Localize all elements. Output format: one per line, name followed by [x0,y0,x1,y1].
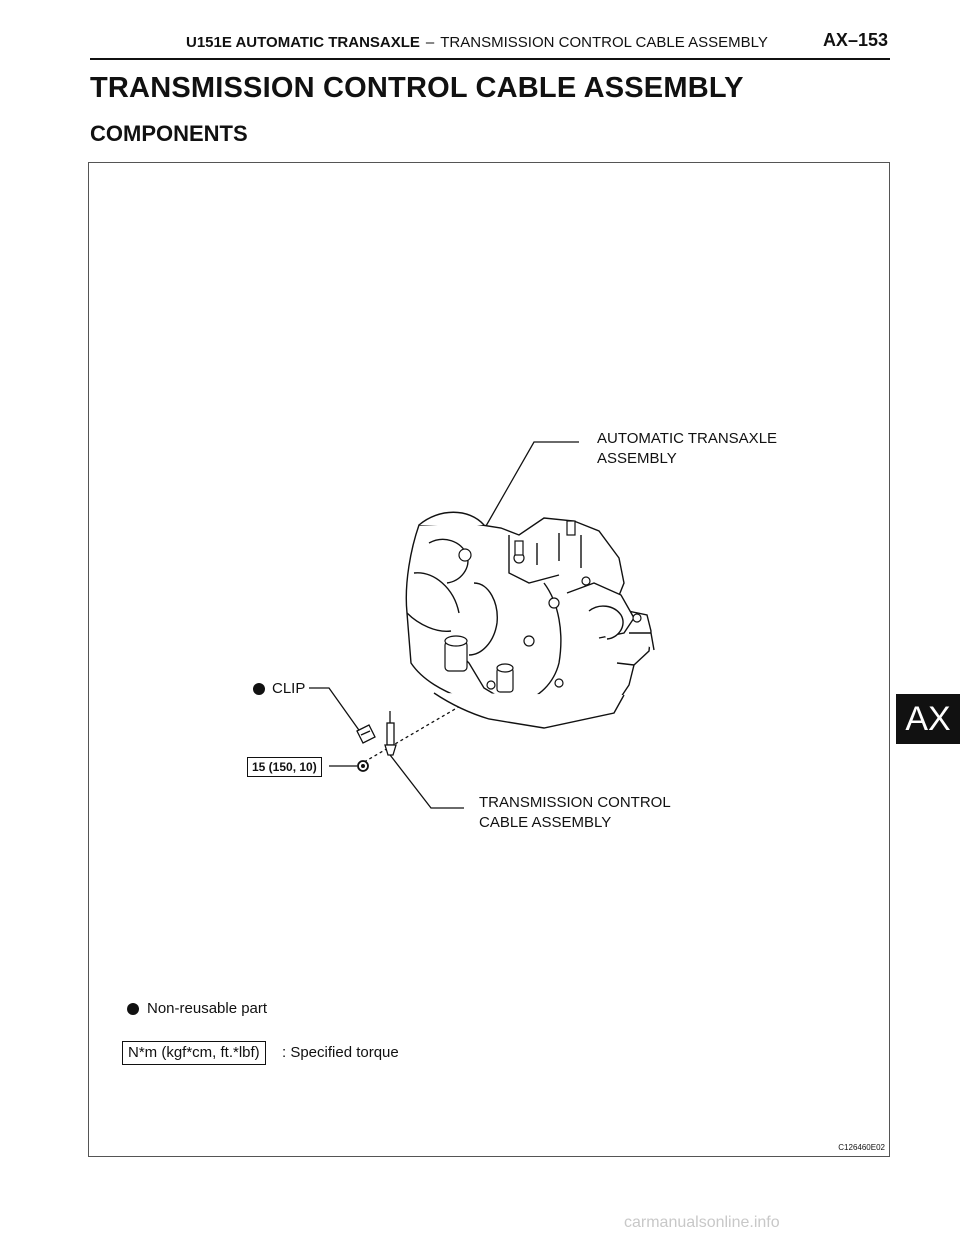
install-dashed-line [359,698,474,765]
transaxle-label-line1: AUTOMATIC TRANSAXLE [597,430,778,447]
watermark: carmanualsonline.info [624,1214,780,1231]
non-reusable-legend-text: Non-reusable part [147,1000,268,1017]
header-separator: – [425,34,435,51]
page-number: AX–153 [822,30,888,50]
torque-unit-legend: N*m (kgf*cm, ft.*lbf) [122,1041,266,1065]
transaxle-body-drawing [406,512,654,728]
cable-label-line2: CABLE ASSEMBLY [479,814,612,831]
nut-center-drawing [361,764,365,768]
page-header [90,28,890,60]
cable-label-line1: TRANSMISSION CONTROL [479,794,671,811]
torque-legend-text: : Specified torque [282,1044,399,1061]
section-tab: AX [896,694,960,744]
non-reusable-legend-icon [127,1003,139,1015]
non-reusable-marker-icon [253,683,265,695]
page-title: TRANSMISSION CONTROL CABLE ASSEMBLY [90,72,744,104]
clip-drawing [357,725,375,743]
cable-leader-line [387,751,464,808]
clip-label: CLIP [272,680,306,697]
components-figure [88,162,890,1157]
figure-code: C126460E02 [838,1143,885,1152]
header-title [186,34,768,51]
torque-label: 15 (150, 10) [247,757,322,777]
cable-end-drawing [385,711,396,755]
transaxle-label-line2: ASSEMBLY [597,450,677,467]
section-title: COMPONENTS [90,121,248,146]
header-subsection: TRANSMISSION CONTROL CABLE ASSEMBLY [440,34,768,51]
clip-leader-line [309,688,361,733]
header-section: U151E AUTOMATIC TRANSAXLE [186,34,420,51]
